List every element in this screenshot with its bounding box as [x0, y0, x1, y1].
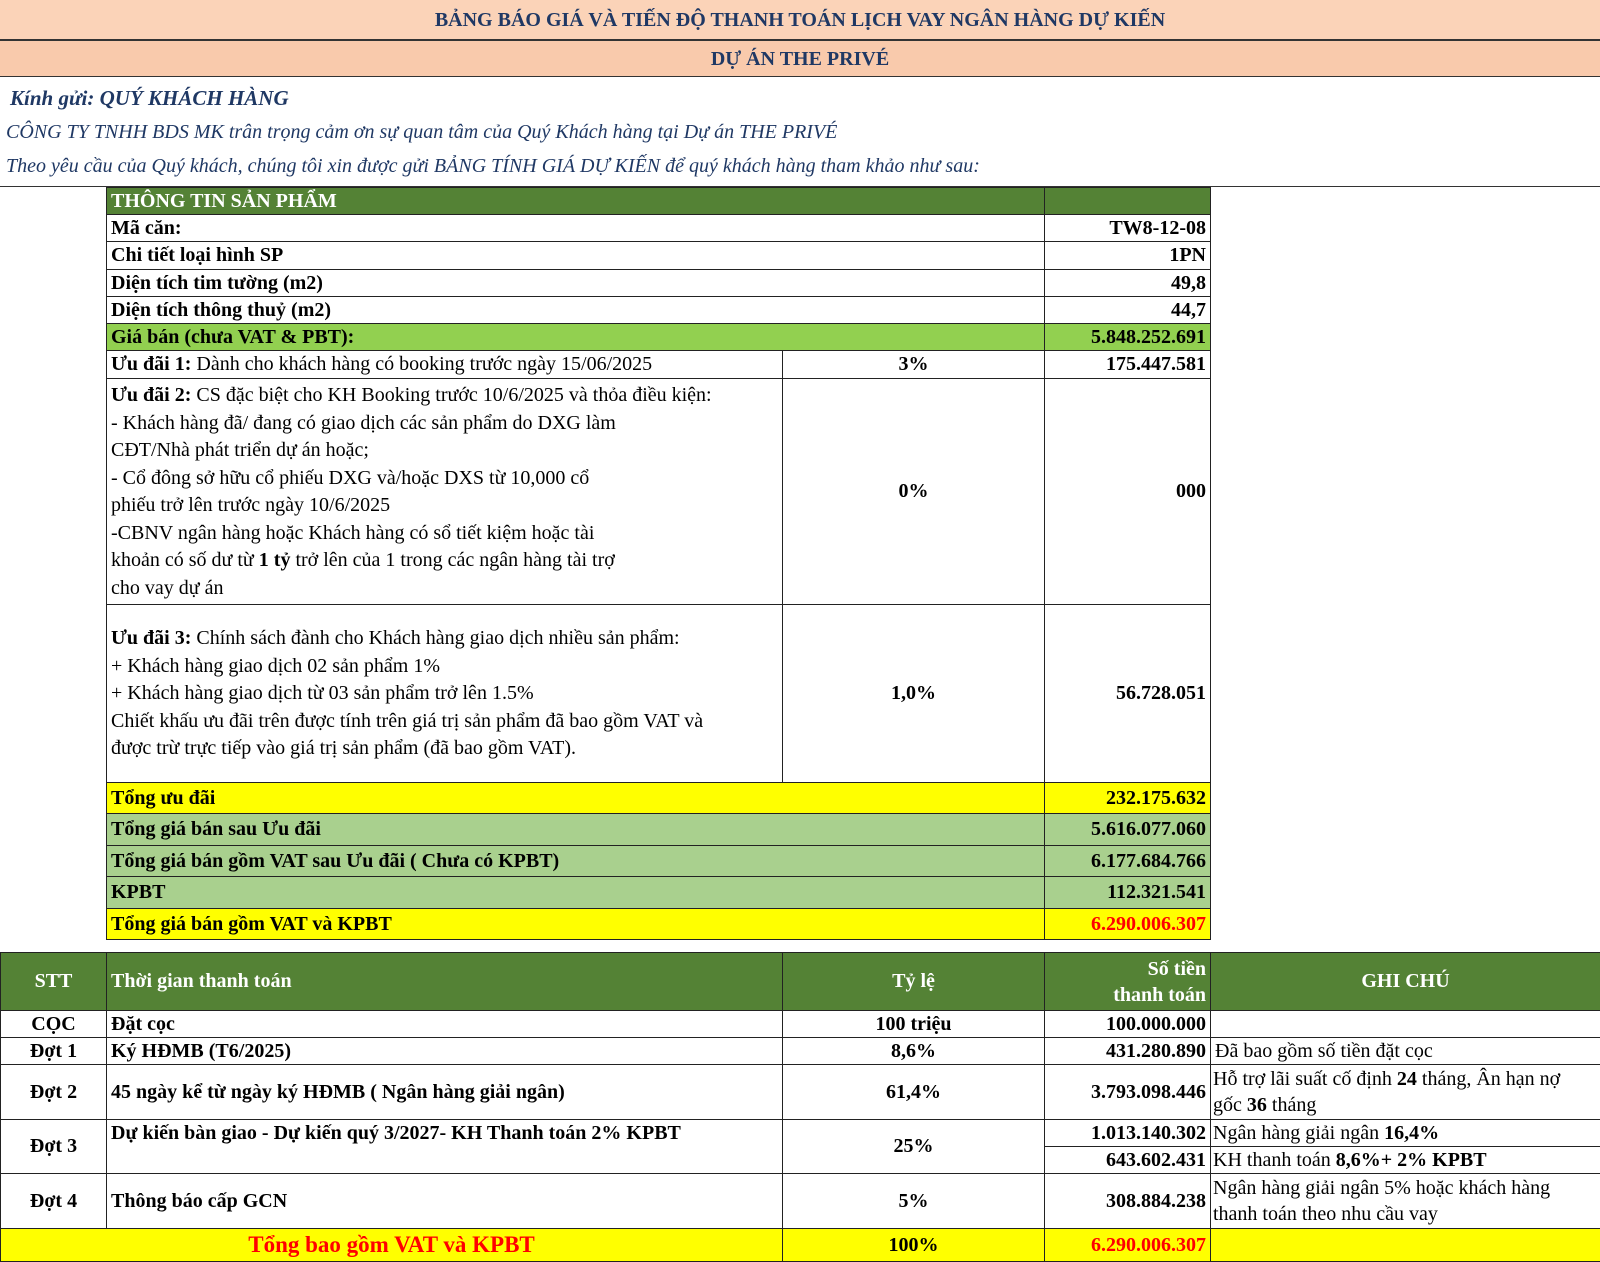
note-emphasis: 16,4% [1384, 1122, 1439, 1144]
header-time: Thời gian thanh toán [107, 953, 783, 1011]
promo-2-text: khoản có số dư từ [111, 549, 259, 571]
stt-cell: CỌC [1, 1011, 107, 1038]
stt-cell: Đợt 3 [1, 1120, 107, 1174]
table-row [107, 270, 1211, 297]
row-label: Diện tích thông thuỷ (m2) [107, 297, 1045, 324]
promo-1-amount: 175.447.581 [1045, 351, 1211, 379]
note-emphasis: 36 [1247, 1094, 1267, 1116]
header-rate: Tỷ lệ [783, 953, 1045, 1011]
amount-cell: 3.793.098.446 [1045, 1065, 1211, 1120]
note-cell: Đã bao gồm số tiền đặt cọc [1211, 1038, 1600, 1065]
note-line: thanh toán theo nhu cầu vay [1213, 1201, 1598, 1227]
note-cell [1211, 1174, 1600, 1229]
table-header-row [1, 953, 1600, 1011]
promo-3-line: + Khách hàng giao dịch 02 sản phẩm 1% [111, 653, 778, 681]
note-text: Ngân hàng giải ngân [1213, 1122, 1384, 1144]
payment-schedule-table [0, 952, 1600, 1262]
product-table [106, 187, 1211, 940]
schedule-total-label: Tổng bao gồm VAT và KPBT [1, 1229, 783, 1262]
promo-2-description [107, 379, 783, 605]
promo-1-text: Dành cho khách hàng có booking trước ngày 15/06/2025 [191, 353, 652, 375]
promo-2-line: -CBNV ngân hàng hoặc Khách hàng có sổ tiết kiệm hoặc tài [111, 520, 778, 548]
table-row [107, 877, 1211, 909]
document-title: BẢNG BÁO GIÁ VÀ TIẾN ĐỘ THANH TOÁN LỊCH VAY NGÂN HÀNG DỰ KIẾN [0, 0, 1600, 41]
greeting: Kính gửi: QUÝ KHÁCH HÀNG [10, 86, 289, 111]
promo-2-intro: CS đặc biệt cho KH Booking trước 10/6/2025 và thỏa điều kiện: [191, 384, 711, 406]
amount-cell: 643.602.431 [1045, 1147, 1211, 1174]
rate-cell: 8,6% [783, 1038, 1045, 1065]
total-with-vat-label: Tổng giá bán gồm VAT sau Ưu đãi ( Chưa có KPBT) [107, 846, 1045, 877]
row-value: 44,7 [1045, 297, 1211, 324]
table-row [1, 1011, 1600, 1038]
note-emphasis: 8,6%+ 2% KPBT [1336, 1149, 1487, 1171]
note-cell [1211, 1120, 1600, 1147]
promo-2-heading [111, 382, 778, 410]
note-cell [1211, 1011, 1600, 1038]
note-text: gốc [1213, 1094, 1247, 1116]
stt-cell: Đợt 1 [1, 1038, 107, 1065]
header-amount [1045, 953, 1211, 1011]
promo-2-amount: 000 [1045, 379, 1211, 605]
header-amount-line: Số tiền [1049, 956, 1206, 982]
schedule-total-note [1211, 1229, 1600, 1262]
promo-3-rate: 1,0% [783, 605, 1045, 783]
note-text: tháng [1267, 1094, 1316, 1116]
time-cell: Đặt cọc [107, 1011, 783, 1038]
header-stt: STT [1, 953, 107, 1011]
table-row [107, 297, 1211, 324]
total-discount-label: Tổng ưu đãi [107, 783, 1045, 814]
table-row [107, 215, 1211, 242]
note-cell [1211, 1065, 1600, 1120]
promo-2-text: trở lên của 1 trong các ngân hàng tài trợ [290, 549, 614, 571]
amount-cell: 308.884.238 [1045, 1174, 1211, 1229]
amount-cell: 431.280.890 [1045, 1038, 1211, 1065]
time-cell: 45 ngày kể từ ngày ký HĐMB ( Ngân hàng giải ngân) [107, 1065, 783, 1120]
table-row [107, 324, 1211, 351]
table-row [1, 1120, 1600, 1147]
promo-3-line: + Khách hàng giao dịch từ 03 sản phẩm trở lên 1.5% [111, 680, 778, 708]
rate-cell: 100 triệu [783, 1011, 1045, 1038]
rate-cell: 5% [783, 1174, 1045, 1229]
note-emphasis: 24 [1397, 1068, 1417, 1090]
rate-cell: 61,4% [783, 1065, 1045, 1120]
kpbt-value: 112.321.541 [1045, 877, 1211, 909]
price-label: Giá bán (chưa VAT & PBT): [107, 324, 1045, 351]
schedule-total-amount: 6.290.006.307 [1045, 1229, 1211, 1262]
total-discount-value: 232.175.632 [1045, 783, 1211, 814]
promo-2-rate: 0% [783, 379, 1045, 605]
promo-3-description [107, 605, 783, 783]
table-row [1, 1065, 1600, 1120]
promo-3-line: Chiết khấu ưu đãi trên được tính trên giá trị sản phẩm đã bao gồm VAT và [111, 708, 778, 736]
project-name: DỰ ÁN THE PRIVÉ [0, 41, 1600, 77]
row-label: Chi tiết loại hình SP [107, 242, 1045, 270]
total-row [1, 1229, 1600, 1262]
promo-2-line: cho vay dự án [111, 575, 778, 603]
total-with-vat-value: 6.177.684.766 [1045, 846, 1211, 877]
section-title-blank [1045, 188, 1211, 215]
table-row [1, 1174, 1600, 1229]
promo-1-title: Ưu đãi 1: [111, 353, 191, 375]
note-text: Hỗ trợ lãi suất cố định [1213, 1068, 1397, 1090]
total-after-discount-label: Tổng giá bán sau Ưu đãi [107, 814, 1045, 846]
promo-2-line [111, 547, 778, 575]
promo-2-line: CĐT/Nhà phát triển dự án hoặc; [111, 437, 778, 465]
note-text: KH thanh toán [1213, 1149, 1336, 1171]
amount-cell: 1.013.140.302 [1045, 1120, 1211, 1147]
row-value: TW8-12-08 [1045, 215, 1211, 242]
intro-line-2: Theo yêu cầu của Quý khách, chúng tôi xin được gửi BẢNG TÍNH GIÁ DỰ KIẾN để quý khách hàng tham khảo như sau: [6, 155, 980, 178]
table-row [107, 783, 1211, 814]
table-row [107, 351, 1211, 379]
note-cell [1211, 1147, 1600, 1174]
table-row [107, 814, 1211, 846]
row-value: 49,8 [1045, 270, 1211, 297]
price-value: 5.848.252.691 [1045, 324, 1211, 351]
grand-total-value: 6.290.006.307 [1045, 909, 1211, 940]
promo-2-title: Ưu đãi 2: [111, 384, 191, 406]
promo-3-title: Ưu đãi 3: [111, 627, 191, 649]
promo-3-amount: 56.728.051 [1045, 605, 1211, 783]
table-row [107, 242, 1211, 270]
intro-line-1: CÔNG TY TNHH BDS MK trân trọng cảm ơn sự quan tâm của Quý Khách hàng tại Dự án THE PRIVÉ [6, 121, 837, 144]
promo-3-intro: Chính sách đành cho Khách hàng giao dịch nhiều sản phẩm: [191, 627, 679, 649]
row-label: Mã căn: [107, 215, 1045, 242]
grand-total-label: Tổng giá bán gồm VAT và KPBT [107, 909, 1045, 940]
note-line [1213, 1092, 1598, 1118]
kpbt-label: KPBT [107, 877, 1045, 909]
table-row [107, 379, 1211, 605]
promo-1-rate: 3% [783, 351, 1045, 379]
promo-3-heading [111, 625, 778, 653]
section-title: THÔNG TIN SẢN PHẨM [107, 188, 1045, 215]
row-label: Diện tích tim tường (m2) [107, 270, 1045, 297]
schedule-total-rate: 100% [783, 1229, 1045, 1262]
stt-cell: Đợt 2 [1, 1065, 107, 1120]
promo-1-description [107, 351, 783, 379]
rate-cell: 25% [783, 1120, 1045, 1174]
time-cell: Thông báo cấp GCN [107, 1174, 783, 1229]
stt-cell: Đợt 4 [1, 1174, 107, 1229]
table-row [1, 1038, 1600, 1065]
promo-2-emphasis: 1 tỷ [259, 549, 291, 571]
header-note: GHI CHÚ [1211, 953, 1600, 1011]
table-row [107, 909, 1211, 940]
promo-3-line: được trừ trực tiếp vào giá trị sản phẩm (đã bao gồm VAT). [111, 735, 778, 763]
time-cell: Ký HĐMB (T6/2025) [107, 1038, 783, 1065]
promo-2-line: - Khách hàng đã/ đang có giao dịch các sản phẩm do DXG làm [111, 410, 778, 438]
table-row [107, 188, 1211, 215]
promo-2-line: phiếu trở lên trước ngày 10/6/2025 [111, 492, 778, 520]
table-row [107, 846, 1211, 877]
time-cell: Dự kiến bàn giao - Dự kiến quý 3/2027- KH Thanh toán 2% KPBT [107, 1120, 783, 1174]
note-line: Ngân hàng giải ngân 5% hoặc khách hàng [1213, 1175, 1598, 1201]
note-text: tháng, Ân hạn nợ [1417, 1068, 1560, 1090]
table-row [107, 605, 1211, 783]
row-value: 1PN [1045, 242, 1211, 270]
note-line [1213, 1066, 1598, 1092]
amount-cell: 100.000.000 [1045, 1011, 1211, 1038]
total-after-discount-value: 5.616.077.060 [1045, 814, 1211, 846]
promo-2-line: - Cổ đông sở hữu cổ phiếu DXG và/hoặc DXS từ 10,000 cổ [111, 465, 778, 493]
header-amount-line: thanh toán [1049, 982, 1206, 1008]
